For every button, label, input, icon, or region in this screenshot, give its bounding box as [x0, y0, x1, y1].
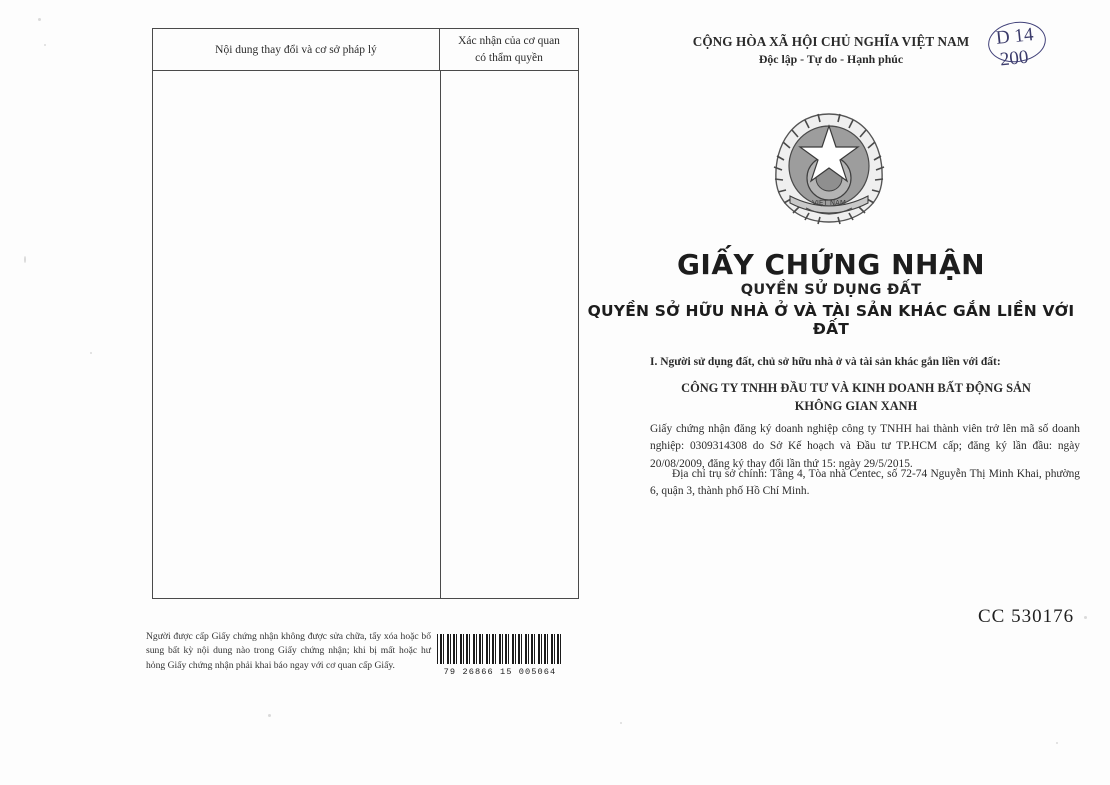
table-body-authority-cell [441, 71, 578, 598]
scan-speck [90, 352, 92, 354]
scan-speck [44, 44, 46, 46]
organization-name-line1: CÔNG TY TNHH ĐẦU TƯ VÀ KINH DOANH BẤT ĐỘNG SẢN [681, 381, 1031, 395]
headquarters-address-paragraph [650, 466, 1080, 501]
organization-name [636, 380, 1076, 416]
table-header-authority-cell [440, 29, 578, 70]
table-header-authority-line1: Xác nhận của cơ quan [458, 34, 560, 47]
headquarters-address-text: Địa chỉ trụ sở chính: Tầng 4, Tòa nhà Centec, số 72-74 Nguyễn Thị Minh Khai, phường 6, quận 3, thành phố Hồ Chí Minh. [650, 468, 1080, 498]
scan-speck [24, 256, 26, 263]
scan-speck [268, 714, 271, 717]
barcode [437, 634, 563, 677]
national-title-line1: CỘNG HÒA XÃ HỘI CHỦ NGHĨA VIỆT NAM [692, 34, 970, 49]
handwritten-mark-top: D 14 [994, 24, 1035, 49]
certificate-subtitle-2: QUYỀN SỞ HỮU NHÀ Ở VÀ TÀI SẢN KHÁC GẮN LIỀN VỚI ĐẤT [587, 302, 1075, 338]
table-header-row [153, 29, 578, 71]
section-i-heading: I. Người sử dụng đất, chủ sở hữu nhà ở và tài sản khác gắn liền với đất: [650, 356, 1001, 368]
organization-name-line2: KHÔNG GIAN XANH [794, 398, 918, 413]
footer-warning-note: Người được cấp Giấy chứng nhận không được sửa chữa, tẩy xóa hoặc bổ sung bất kỳ nội dung nào trong Giấy chứng nhận; khi bị mất hoặc hư hỏng Giấy chứng nhận phải khai báo ngay với cơ quan cấp Giấy. [146, 631, 431, 671]
business-registration-paragraph: Giấy chứng nhận đăng ký doanh nghiệp công ty TNHH hai thành viên trở lên mã số doanh nghiệp: 0309314308 do Sở Kế hoạch và Đầu tư TP.HCM cấp; đăng ký lần đầu: ngày 20/08/2009, đăng ký thay đổi lần thứ 15: ngày 29/5/2015. [650, 423, 1080, 470]
barcode-number: 79 26866 15 005064 [443, 667, 557, 677]
table-header-content-cell: Nội dung thay đổi và cơ sở pháp lý [153, 29, 440, 70]
certificate-subtitle-1: QUYỀN SỬ DỤNG ĐẤT [740, 282, 922, 298]
certificate-title: GIẤY CHỨNG NHẬN [676, 248, 986, 281]
table-body [153, 71, 578, 598]
table-body-content-cell [153, 71, 441, 598]
national-emblem-icon [766, 104, 892, 230]
handwritten-mark-bottom: 200 [998, 46, 1030, 71]
certificate-serial-number: CC 530176 [978, 606, 1075, 627]
scan-speck [38, 18, 41, 21]
barcode-bars [437, 634, 563, 664]
emblem-banner-text: VIỆT NAM [812, 199, 846, 207]
national-motto: Độc lập - Tự do - Hạnh phúc [758, 52, 904, 66]
certificate-right-panel [587, 0, 1110, 785]
changes-table [152, 28, 579, 599]
table-header-authority-line2: có thẩm quyền [475, 51, 543, 64]
